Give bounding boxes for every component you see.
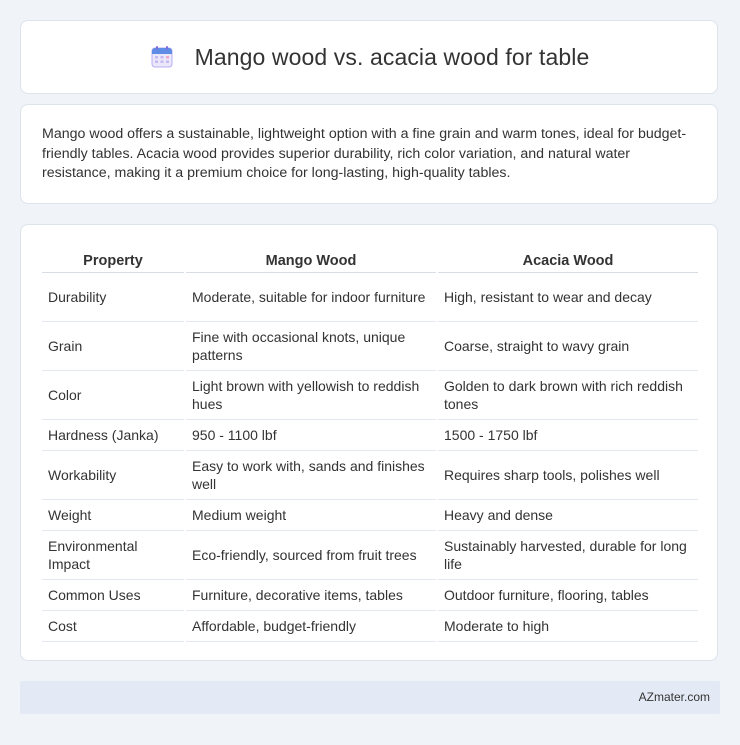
mango-cell: Medium weight <box>186 500 436 531</box>
property-cell: Common Uses <box>42 580 184 611</box>
acacia-cell: Heavy and dense <box>438 500 698 531</box>
calendar-icon <box>149 44 175 70</box>
mango-cell: 950 - 1100 lbf <box>186 420 436 451</box>
title-row <box>149 44 590 71</box>
table-row <box>42 451 698 500</box>
table-row <box>42 580 698 611</box>
acacia-cell: Requires sharp tools, polishes well <box>438 451 698 500</box>
property-cell: Color <box>42 371 184 420</box>
mango-cell: Affordable, budget-friendly <box>186 611 436 642</box>
property-cell: Workability <box>42 451 184 500</box>
table-row <box>42 322 698 371</box>
page-title: Mango wood vs. acacia wood for table <box>194 43 590 70</box>
property-cell: Hardness (Janka) <box>42 420 184 451</box>
mango-cell: Easy to work with, sands and finishes well <box>186 451 436 500</box>
table-row <box>42 531 698 580</box>
property-cell: Weight <box>42 500 184 531</box>
header-property: Property <box>42 246 184 273</box>
header-acacia-wood: Acacia Wood <box>438 246 698 273</box>
property-cell: Grain <box>42 322 184 371</box>
acacia-cell: Coarse, straight to wavy grain <box>438 322 698 371</box>
acacia-cell: Outdoor furniture, flooring, tables <box>438 580 698 611</box>
property-cell: Cost <box>42 611 184 642</box>
property-cell: Environmental Impact <box>42 531 184 580</box>
acacia-cell: 1500 - 1750 lbf <box>438 420 698 451</box>
acacia-cell: Moderate to high <box>438 611 698 642</box>
acacia-cell: High, resistant to wear and decay <box>438 273 698 322</box>
mango-cell: Light brown with yellowish to reddish hues <box>186 371 436 420</box>
summary-text: Mango wood offers a sustainable, lightweight option with a fine grain and warm tones, ideal for budget-friendly tables. Acacia wood provides superior durability, rich color variation, and natural water resistance, making it a premium choice for long-lasting, high-quality tables. <box>42 126 687 181</box>
mango-cell: Moderate, suitable for indoor furniture <box>186 273 436 322</box>
footer <box>20 681 720 714</box>
mango-cell: Eco-friendly, sourced from fruit trees <box>186 531 436 580</box>
comparison-card <box>20 224 718 661</box>
acacia-cell: Sustainably harvested, durable for long life <box>438 531 698 580</box>
property-cell: Durability <box>42 273 184 322</box>
mango-cell: Furniture, decorative items, tables <box>186 580 436 611</box>
table-row <box>42 273 698 322</box>
footer-brand: AZmater.com <box>638 690 710 704</box>
acacia-cell: Golden to dark brown with rich reddish tones <box>438 371 698 420</box>
table-row <box>42 371 698 420</box>
title-card <box>20 20 718 94</box>
table-row <box>42 611 698 642</box>
table-row <box>42 500 698 531</box>
mango-cell: Fine with occasional knots, unique patterns <box>186 322 436 371</box>
comparison-table <box>40 246 700 642</box>
summary-card <box>20 104 718 204</box>
table-row <box>42 420 698 451</box>
header-mango-wood: Mango Wood <box>186 246 436 273</box>
table-header-row <box>42 246 698 273</box>
